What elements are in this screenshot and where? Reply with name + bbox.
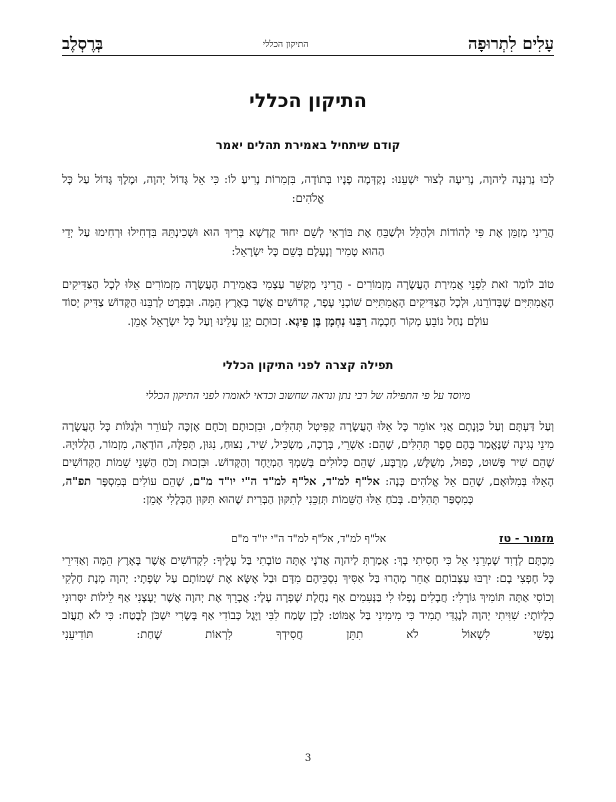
paragraph-hareini-mezamen: הֲרֵינִי מְזַמֵּן אֶת פִּי לְהוֹדוֹת וּלְהַלֵּל וּלְשַׁבֵּחַ אֶת בּוֹרְאִי לְשֵׁם יִחוּד קֻדְשָׁא בְּרִיךְ הוּא וּשְׁכִינְתֵּהּ בִּדְחִילוּ וּרְחִימוּ עַל יְדֵי הַהוּא טָמִיר וְנֶעְלָם בְּשֵׁם כָּל יִשְׂרָאֵל: [62,226,554,258]
divine-names-bold: אל"ף למ"ד, אל"ף למ"ד ה"י יו"ד מ"ם [193,474,380,489]
psalm-number-label: מזמור - טז [499,531,554,545]
paragraph-kavanah [62,418,554,510]
paragraph-kavanah-part-c: , כְּמִסְפַּר תְּהִלִּים. בְּכֹחַ אֵלּוּ הַשֵּׁמוֹת תְּזַכֵּנִי לְתִקּוּן הַבְּרִית שֶׁהוּא תִּקּוּן הַכְּלָלִי אָמֵן: [62,475,474,507]
psalm-divine-names: אל"ף למ"ד, אל"ף למ"ד ה"י יו"ד מ"ם [231,532,387,545]
psalm-16-text: מִכְתָּם לְדָוִד שָׁמְרֵנִי אֵל כִּי חָסִיתִי בָךְ: אָמַרְתְּ לַיהוָה אֲדֹנָי אָתָּה טוֹבָתִי בַּל עָלֶיךָ: לִקְדוֹשִׁים אֲשֶׁר בָּאָרֶץ הֵמָּה וְאַדִּירֵי כָּל חֶפְצִי בָם: יִרְבּוּ עַצְּבוֹתָם אַחֵר מָהָרוּ בַּל אַסִּיךְ נִסְכֵּיהֶם מִדָּם וּבַל אֶשָּׂא אֶת שְׁמוֹתָם עַל שְׂפָתָי: יְהוָה מְנָת חֶלְקִי וְכוֹסִי אַתָּה תּוֹמִיךְ גּוֹרָלִי: חֲבָלִים נָפְלוּ לִי בַּנְּעִמִים אַף נַחֲלָת שָׁפְרָה עָלָי: אֲבָרֵךְ אֶת יְהוָה אֲשֶׁר יְעָצָנִי אַף לֵילוֹת יִסְּרוּנִי כִלְיוֹתָי: שִׁוִּיתִי יְהוָה לְנֶגְדִּי תָמִיד כִּי מִימִינִי בַּל אֶמּוֹט: לָכֵן שָׂמַח לִבִּי וַיָּגֶל כְּבוֹדִי אַף בְּשָׂרִי יִשְׁכֹּן לָבֶטַח: כִּי לֹא תַעֲזֹב נַפְשִׁי לִשְׁאוֹל לֹא תִתֵּן חֲסִידְךָ לִרְאוֹת שָׁחַת: תּוֹדִיעֵנִי [62,553,554,641]
paragraph-hitkashrut-part-b: . זְכוּתָם יָגֵן עָלֵינוּ וְעַל כָּל יִשְׂרָאֵל אָמֵן. [127,315,289,329]
section-heading-short-prayer: תפילה קצרה לפני התיקון הכללי [222,357,394,372]
running-header [62,28,554,56]
running-header-center-title: התיקון הכללי [262,40,309,50]
gematria-value-bold: תפ"ה [65,474,92,489]
rebbe-name-bold: רַבֵּנוּ נַחְמָן בֶּן פֵיגֶא [288,314,367,329]
paragraph-kavanah-part-a: וְעַל דַּעְתָּם וְעַל כַּוָּנָתָם אֲנִי אוֹמֵר כָּל אֵלּוּ הָעֲשָׂרָה קַפִּיטְל תְּהִלִּים, וּבִזְכוּתָם וְכֹחָם אֶזְכֶּה לְעוֹרֵר וּלְגַלּוֹת כָּל הָעֲשָׂרָה מִינֵי נְגִינָה שֶׁנֶּאֱמַר בָּהֶם סֵפֶר תְּהִלִּים, שֶׁהֵם: אַשְׁרֵי, בְּרָכָה, מַשְׂכִּיל, שִׁיר, נִצּוּחַ, נִגּוּן, תְּפִלָּה, הוֹדָאָה, מִזְמוֹר, הַלְלוּיָהּ. שֶׁהֵם שִׁיר פָּשׁוּט, כָּפוּל, מְשֻׁלָּשׁ, מְרֻבָּע, שֶׁהֵם כְּלוּלִים בְּשִׁמְךָ הַמְיֻחָד וְהַקָּדוֹשׁ. וּבִזְכוּת וְכֹחַ הַשְּׁנֵי שֵׁמוֹת הַקְּדוֹשִׁים הָאֵלּוּ בְּמִלּוּאָם, שֶׁהֵם אֵל אֱלֹהִים כָּנָה: [62,419,554,489]
page-title: התיקון הכללי [249,90,367,112]
paragraph-hitkashrut [62,276,554,332]
prayer-attribution-note: מיוסד על פי התפילה של רבי נתן ונראה שחשוב וכדאי לאומרו לפני התיקון הכללי [145,389,471,402]
paragraph-hitkashrut-part-a: טוֹב לוֹמַר זֹאת לִפְנֵי אֲמִירַת הָעֲשָׂרָה מִזְמוֹרִים - הֲרֵינִי מְקַשֵּׁר עַצְמִי בַּאֲמִירַת הָעֲשָׂרָה מִזְמוֹרִים אֵלּוּ לְכָל הַצַּדִּיקִים הָאֲמִתִּיִּים שֶׁבְּדוֹרֵנוּ, וּלְכָל הַצַּדִּיקִים הָאֲמִתִּיִּים שׁוֹכְנֵי עָפָר, קְדוֹשִׁים אֲשֶׁר בָּאָרֶץ הֵמָּה. וּבִפְרָט לְרַבֵּנוּ הַקָּדוֹשׁ צַדִּיק יְסוֹד עוֹלָם נַחַל נוֹבֵעַ מְקוֹר חָכְמָה [62,278,554,329]
section-heading-intro: קודם שיתחיל באמירת תהלים יאמר [215,138,401,152]
paragraph-kavanah-part-b: , שֶׁהֵם עוֹלִים בְּמִסְפָּר [91,475,194,489]
running-header-left-title: בְּרֶסְלֶב [62,34,104,53]
page-number: 3 [304,753,312,764]
running-header-right-title: עָלִים לִתְרוּפָה [468,34,554,53]
paragraph-psalm95-opening: לְכוּ נְרַנְּנָה לַיהוָה, נָרִיעָה לְצוּר יִשְׁעֵנוּ: נְקַדְּמָה פָנָיו בְּתוֹדָה, בִּזְמִרוֹת נָרִיעַ לוֹ: כִּי אֵל גָּדוֹל יְהוָה, וּמֶלֶךְ גָּדוֹל עַל כָּל אֱלֹהִים: [62,173,554,205]
psalm-header-row [62,532,554,548]
